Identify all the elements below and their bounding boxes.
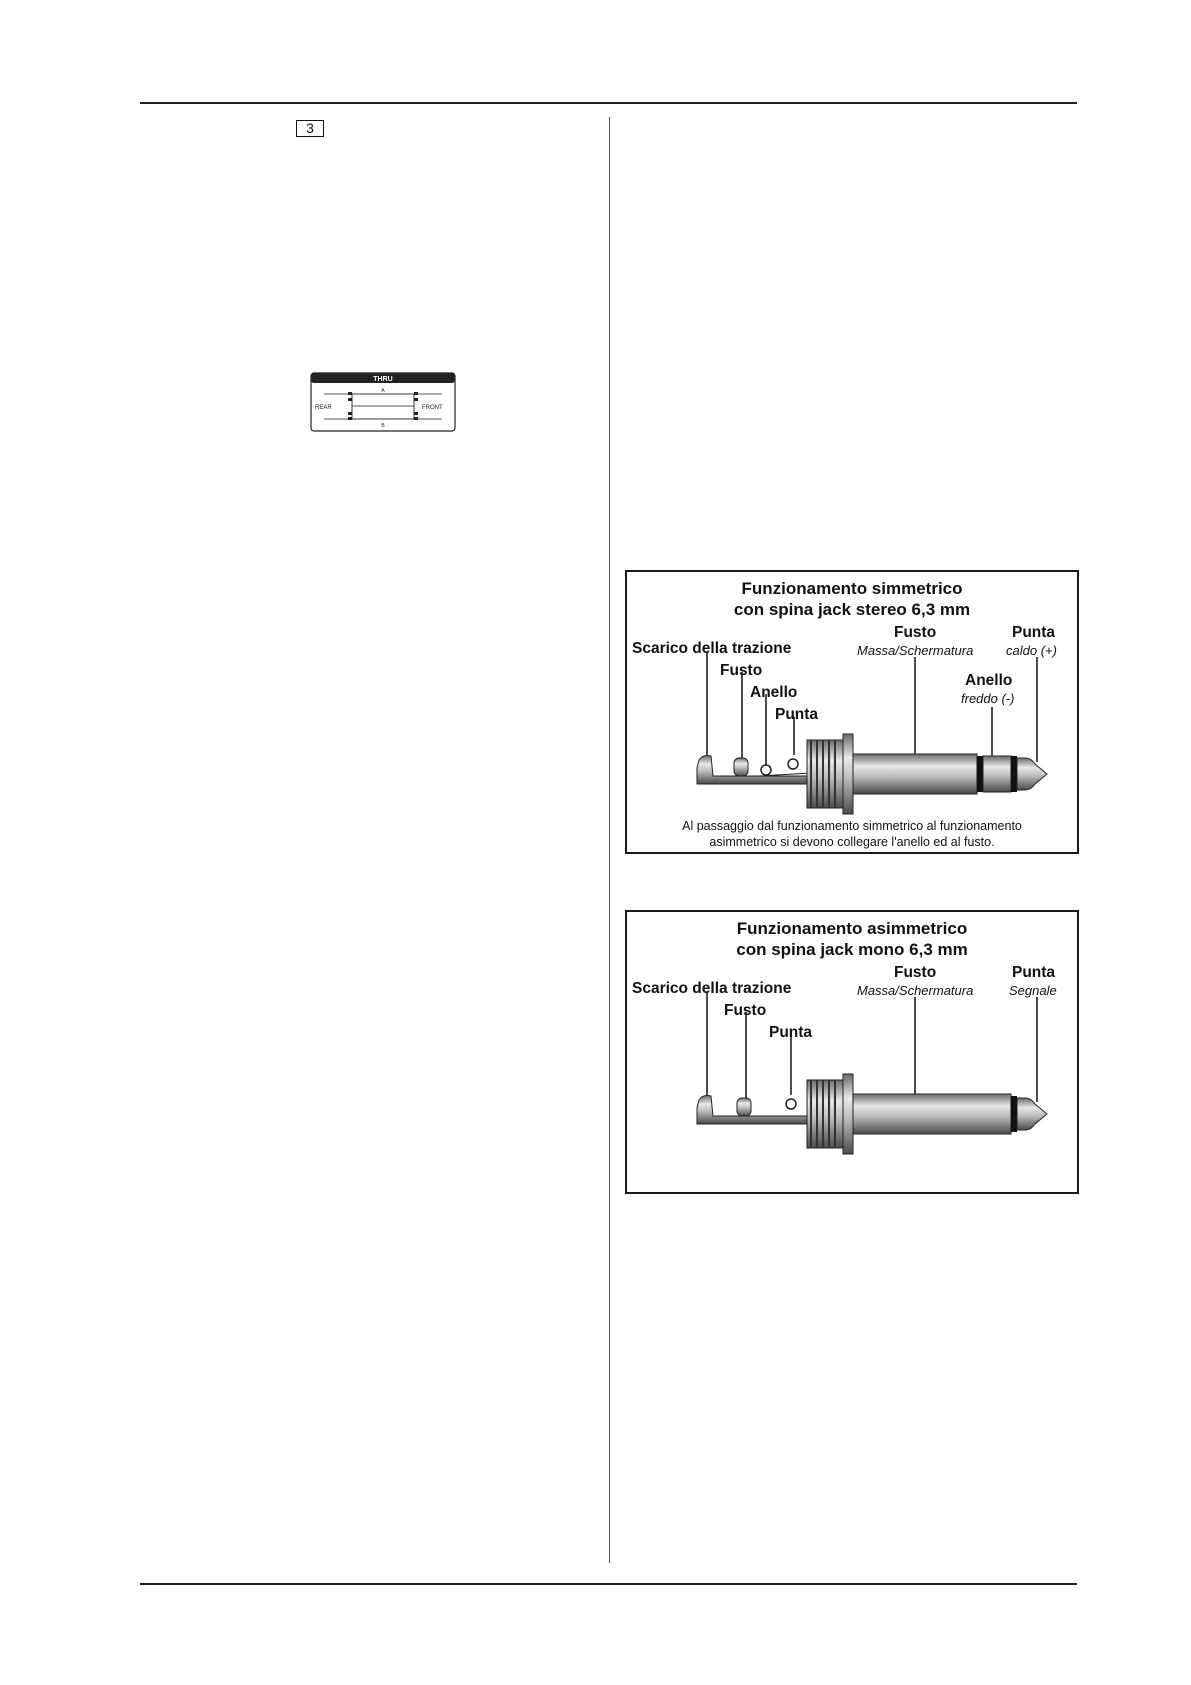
label-ring-main: Anello: [965, 672, 1013, 689]
label-tip-sub: Segnale: [1009, 983, 1057, 998]
label-strain-relief: Scarico della trazione: [632, 980, 792, 997]
label-ring-sub: freddo (-): [961, 691, 1015, 706]
balanced-note: [627, 818, 1077, 850]
label-sleeve-main: Fusto: [894, 624, 937, 641]
thru-switch-diagram: [310, 372, 456, 432]
thru-channel-b: B: [381, 423, 385, 429]
thru-channel-a: A: [381, 388, 385, 394]
label-tip-main: Punta: [1012, 964, 1056, 981]
label-strain-relief: Scarico della trazione: [632, 640, 792, 657]
bottom-rule: [140, 1583, 1077, 1585]
thru-title: THRU: [373, 376, 393, 383]
thru-left-label: REAR: [315, 405, 332, 411]
label-sleeve-main: Fusto: [894, 964, 937, 981]
label-tip-left: Punta: [775, 706, 819, 723]
balanced-note-line-2: asimmetrico si devono collegare l'anello ed al fusto.: [709, 835, 995, 849]
label-sleeve-left: Fusto: [724, 1002, 767, 1019]
column-divider: [609, 117, 610, 1563]
label-sleeve-left: Fusto: [720, 662, 763, 679]
unbalanced-title-1: Funzionamento asimmetrico: [736, 919, 968, 938]
balanced-title-1: Funzionamento simmetrico: [741, 579, 963, 598]
label-tip-main: Punta: [1012, 624, 1056, 641]
label-sleeve-sub: Massa/Schermatura: [857, 643, 974, 658]
label-tip-sub: caldo (+): [1006, 643, 1057, 658]
label-ring-left: Anello: [750, 684, 798, 701]
boxed-number: 3: [296, 120, 324, 137]
unbalanced-title-2: con spina jack mono 6,3 mm: [736, 940, 968, 959]
balanced-jack-figure: [625, 570, 1079, 854]
label-sleeve-sub: Massa/Schermatura: [857, 983, 974, 998]
label-tip-left: Punta: [769, 1024, 813, 1041]
top-rule: [140, 102, 1077, 104]
unbalanced-jack-figure: [625, 910, 1079, 1194]
balanced-title-2: con spina jack stereo 6,3 mm: [733, 600, 971, 619]
balanced-note-line-1: Al passaggio dal funzionamento simmetrico al funzionamento: [682, 819, 1022, 833]
thru-right-label: FRONT: [422, 405, 443, 411]
